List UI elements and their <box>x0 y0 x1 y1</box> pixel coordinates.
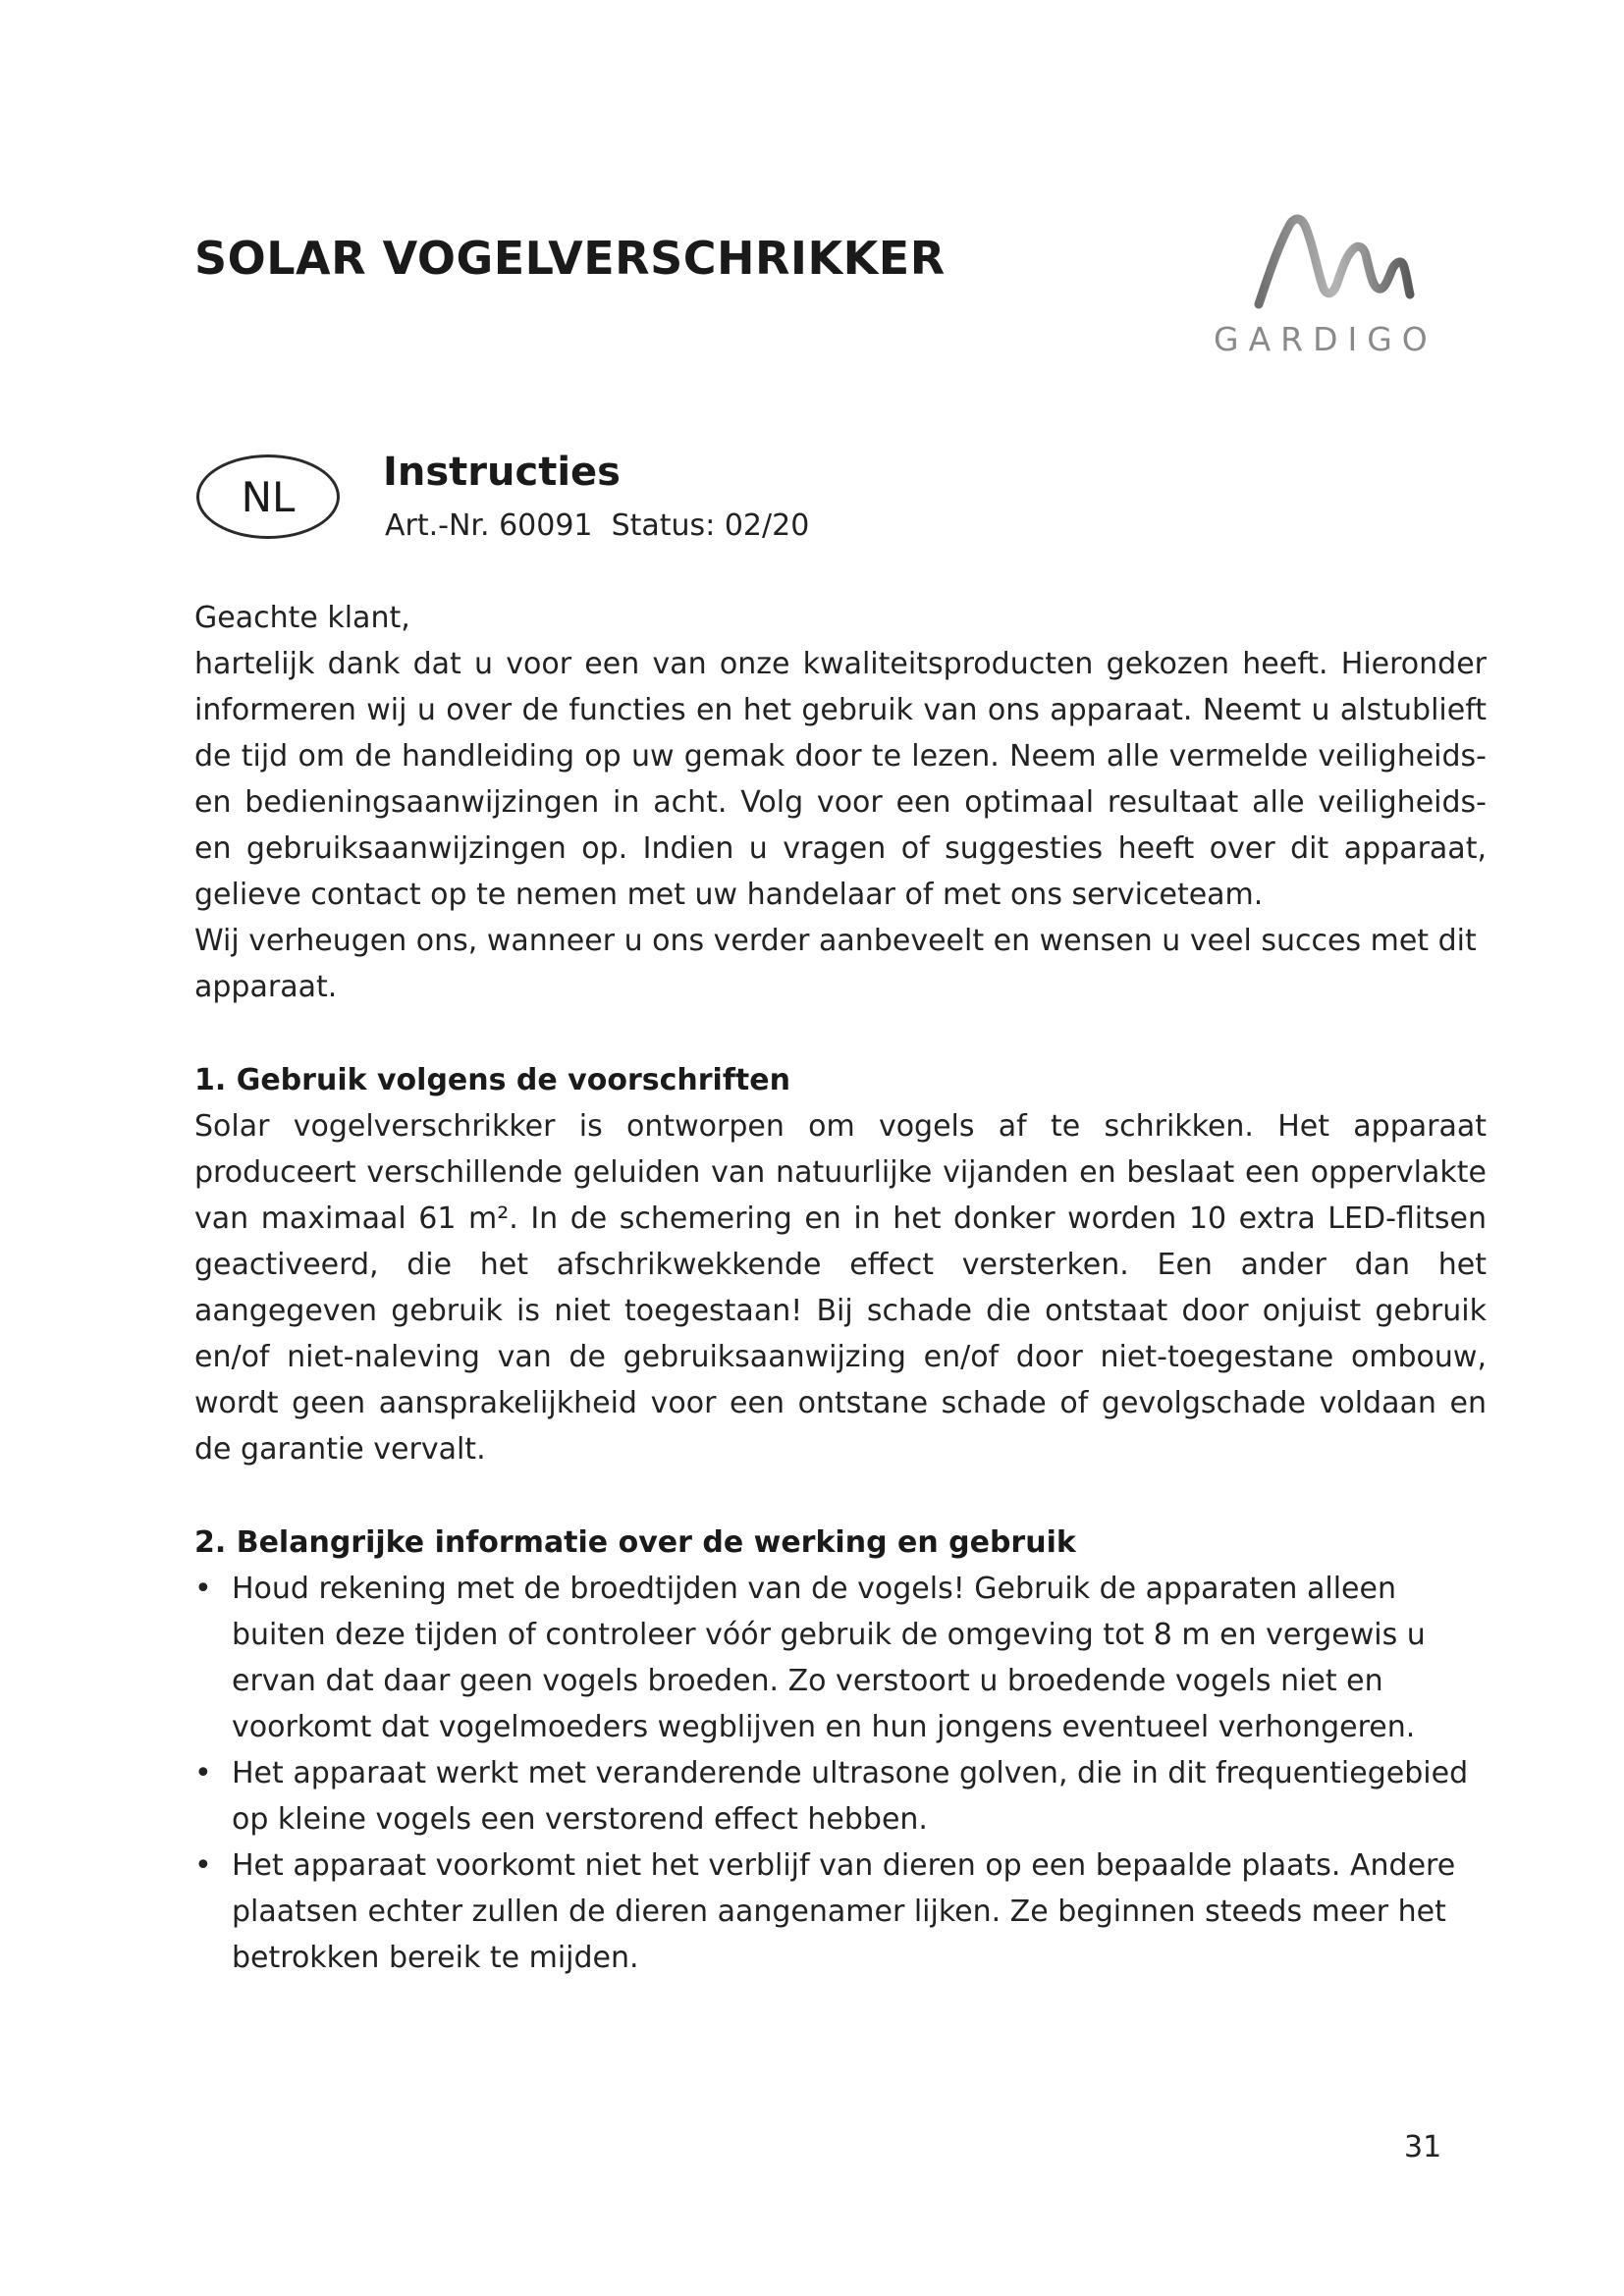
list-item <box>194 1750 1487 1842</box>
bullet-icon: • <box>194 1756 212 1790</box>
list-item <box>194 1842 1487 1981</box>
page-title: SOLAR VOGELVERSCHRIKKER <box>194 232 946 285</box>
section-1-heading: 1. Gebruik volgens de voorschriften <box>194 1063 790 1097</box>
language-badge: NL <box>196 454 340 539</box>
gardigo-logo <box>1206 214 1451 361</box>
bullet-icon: • <box>194 1572 212 1606</box>
list-item-text: Het apparaat werkt met veranderende ultrasone golven, die in dit frequentiegebied op kleine vogels een verstorend effect hebben. <box>232 1756 1469 1837</box>
page-number: 31 <box>1404 2130 1442 2164</box>
list-item-text: Het apparaat voorkomt niet het verblijf van dieren op een bepaalde plaats. Andere plaatsen echter zullen de dieren aangenamer lijken. Ze beginnen steeds meer het betrokken bereik te mijden. <box>232 1848 1456 1975</box>
instructions-title: Instructies <box>383 450 621 495</box>
section-2-heading: 2. Belangrijke informatie over de werking en gebruik <box>194 1525 1076 1560</box>
gardigo-wave-icon <box>1245 214 1441 312</box>
list-item <box>194 1566 1487 1750</box>
section-2-list <box>194 1566 1487 1981</box>
article-info <box>385 508 809 543</box>
greeting: Geachte klant, <box>194 601 410 635</box>
status-label: Status: 02/20 <box>611 508 810 543</box>
section-1-body: Solar vogelverschrikker is ontworpen om vogels af te schrikken. Het apparaat produceert verschillende geluiden van natuurlijke vijanden en beslaat een oppervlakte van maximaal 61 m². In de schemering en in het donker worden 10 extra LED-flitsen geactiveerd, die het afschrikwekkende effect versterken. Een ander dan het aangegeven gebruik is niet toegestaan! Bij schade die ontstaat door onjuist gebruik en/of niet-naleving van de gebruiksaanwijzing en/of door niet-toegestane ombouw, wordt geen aansprakelijkheid voor een ontstane schade of gevolgschade voldaan en de garantie vervalt. <box>194 1109 1487 1467</box>
article-number: Art.-Nr. 60091 <box>385 508 593 543</box>
letter-body: hartelijk dank dat u voor een van onze kwaliteitsproducten gekozen heeft. Hieronder informeren wij u over de functies en het gebruik van ons apparaat. Neemt u alstublieft de tijd om de handleiding op uw gemak door te lezen. Neem alle vermelde veiligheids- en bedieningsaanwijzingen in acht. Volg voor een optimaal resultaat alle veiligheids- en gebruiksaanwijzingen op. Indien u vragen of suggesties heeft over dit apparaat, gelieve contact op te nemen met uw handelaar of met ons serviceteam. <box>194 647 1487 912</box>
main-content <box>194 595 1487 1981</box>
logo-wordmark: GARDIGO <box>1214 320 1437 358</box>
list-item-text: Houd rekening met de broedtijden van de vogels! Gebruik de apparaten alleen buiten deze tijden of controleer vóór gebruik de omgeving tot 8 m en vergewis u ervan dat daar geen vogels broeden. Zo verstoort u broedende vogels niet en voorkomt dat vogelmoeders wegblijven en hun jongens eventueel verhongeren. <box>232 1572 1426 1744</box>
bullet-icon: • <box>194 1848 212 1883</box>
letter-closing: Wij verheugen ons, wanneer u ons verder aanbeveelt en wensen u veel succes met dit apparaat. <box>194 924 1477 1004</box>
